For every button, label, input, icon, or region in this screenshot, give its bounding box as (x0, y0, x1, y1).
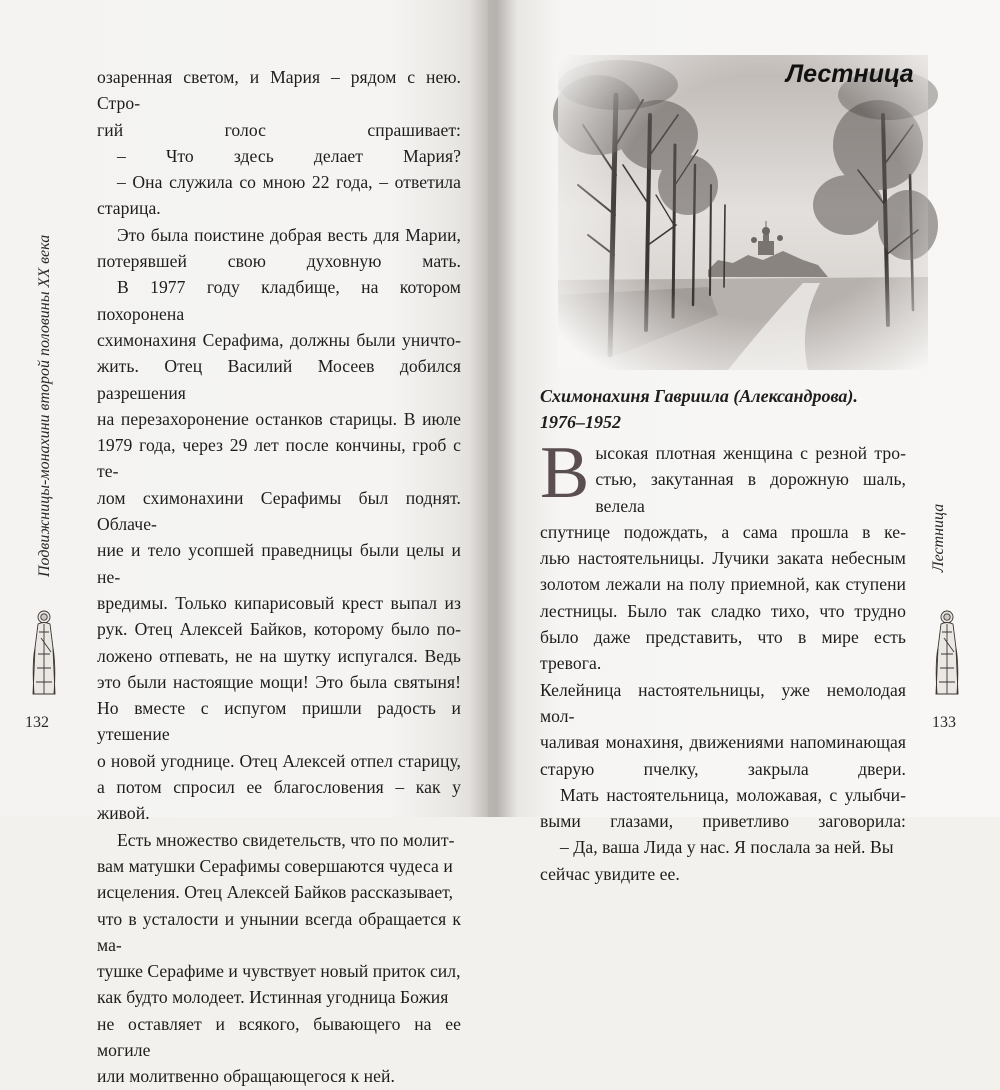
paragraph: – Она служила со мною 22 года, – ответила старица. (97, 172, 461, 219)
paragraph: Есть множество свидетельств, что по молит- вам матушки Серафимы совершаются чудеса и исцеления. Отец Алексей Байков рассказывает, что в усталости и унынии всегда обращается к ма- тушке Серафиме и чувствует новый приток сил, как будто молодеет. Истинная угодница Божия не оставляет и всякого, бывающего на ее могиле или молитвенно обращающегося к ней. (97, 829, 461, 1087)
left-page (0, 0, 488, 1087)
page-number: 132 (25, 714, 49, 731)
drop-cap: В (540, 432, 590, 514)
paragraph: озаренная светом, и Мария – рядом с нею. Стро- гий голос спрашивает: (97, 67, 461, 140)
chapter-title: Лестница (786, 60, 914, 88)
paragraph: – Да, ваша Лида у нас. Я послала за ней. Вы сейчас увидите ее. (540, 837, 894, 884)
photo-caption (540, 383, 880, 435)
caption-name: Схимонахиня Гавриила (Александрова). (540, 386, 858, 406)
saint-icon (29, 608, 59, 700)
paragraph: – Что здесь делает Мария? (117, 145, 461, 166)
left-running-head: Подвижницы-монахини второй половины XX века (36, 234, 53, 577)
left-page-text (97, 64, 461, 1090)
paragraph: Мать настоятельница, моложавая, с улыбчи- выми глазами, приветливо заговорила: (540, 784, 906, 832)
paragraph: В 1977 году кладбище, на котором похоронена схимонахиня Серафима, должны были уничто- жить. Отец Василий Мосеев добился разрешения на перезахоронение останков старицы. В июле 1979 года, через 29 лет после кончины, гроб с те- лом схимонахини Серафимы был поднят. Облаче- ние и тело усопшей праведницы были целы и не- вредимы. Только кипарисовый крест выпал из рук. Отец Алексей Байков, которому было по- ложено отпевать, не на шутку испугался. Ведь это были настоящие мощи! Это была святыня! Но вместе с испугом пришли радость и утешение о новой угоднице. Отец Алексей отпел старицу, а потом спросил ее благословения – как у живой. (97, 277, 461, 824)
right-page-text (540, 432, 906, 887)
page-number: 133 (932, 714, 956, 731)
caption-dates: 1976–1952 (540, 412, 621, 432)
saint-icon (932, 608, 962, 700)
right-running-head: Лестница (930, 503, 947, 573)
park-photo (558, 55, 928, 370)
paragraph: В ысокая плотная женщина с резной тро- стью, закутанная в дорожную шаль, велела спутнице подождать, а сама прошла в ке- лью настоятельницы. Лучики заката небесным золотом лежали на полу приемной, как ступени лестницы. Было так сладко тихо, что трудно было даже представить, что в мире есть тревога. Келейница настоятельницы, уже немолодая мол- чаливая монахиня, движениями напоминающая старую пчелку, закрыла двери. (540, 432, 906, 779)
book-gutter (470, 0, 518, 817)
paragraph: Это была поистине добрая весть для Марии, потерявшей свою духовную мать. (97, 224, 461, 272)
